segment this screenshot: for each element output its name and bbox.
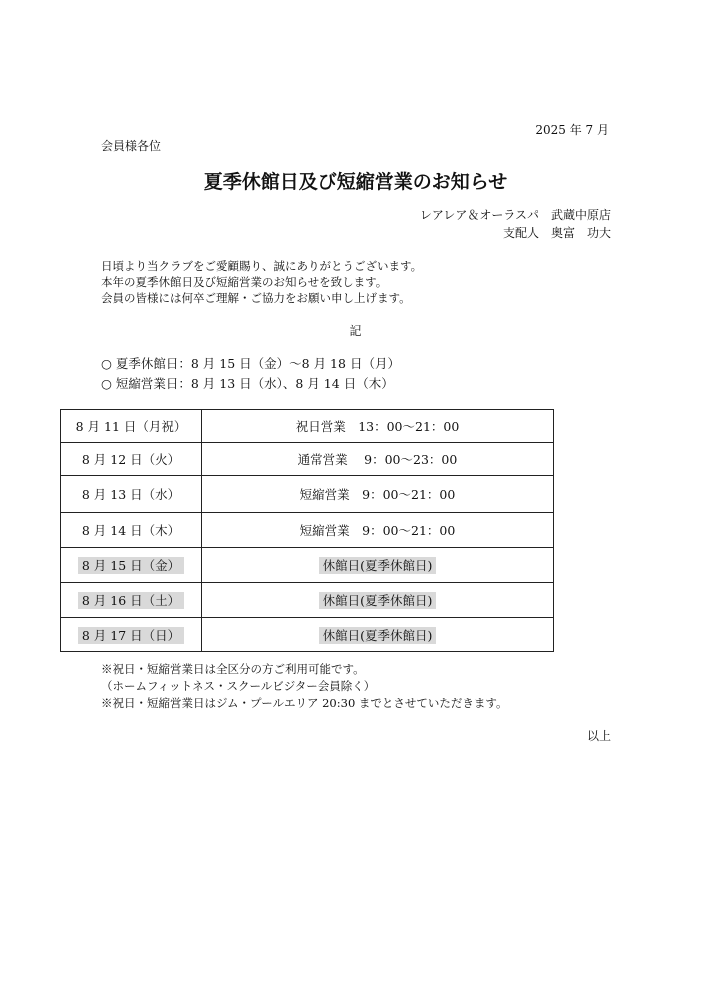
hours-text: 休館日(夏季休館日): [319, 557, 437, 574]
hours-text: 休館日(夏季休館日): [319, 627, 437, 644]
closing-mark: 以上: [586, 729, 611, 743]
summer-closure-item: ○ 夏季休館日：8 月 15 日（金）～8 月 18 日（月）: [101, 356, 400, 371]
date-text: 8 月 14 日（木）: [81, 523, 181, 538]
short-hours-item: ○ 短縮営業日：8 月 13 日（水）、8 月 14 日（木）: [101, 376, 394, 391]
date-cell: [61, 410, 202, 443]
date-text: 8 月 13 日（水）: [81, 487, 181, 502]
hours-text: 短縮営業 9：00～21：00: [299, 523, 456, 538]
date-cell: [61, 513, 202, 548]
note-line: ※祝日・短縮営業日は全区分の方ご利用可能です。: [101, 662, 365, 676]
table-row-closed: [61, 548, 554, 583]
table-row: [61, 476, 554, 513]
hours-text: 祝日営業 13：00～21：00: [295, 419, 460, 434]
date-text: 8 月 17 日（日）: [78, 627, 184, 644]
date-cell: [61, 618, 202, 652]
hours-cell: [202, 410, 554, 443]
date-text: 8 月 11 日（月祝）: [75, 419, 187, 434]
page-title: 夏季休館日及び短縮営業のお知らせ: [203, 171, 508, 193]
note-line: ※祝日・短縮営業日はジム・プールエリア 20:30 までとさせていただきます。: [101, 696, 508, 710]
ki-heading: 記: [349, 324, 362, 338]
note-line: （ホームフィットネス・スクールビジター会員除く）: [101, 679, 376, 693]
date-cell: [61, 443, 202, 476]
body-paragraph: [101, 258, 422, 306]
document-date: 2025 年 7 月: [535, 123, 609, 137]
date-text: 8 月 12 日（火）: [81, 452, 181, 467]
date-text: 8 月 15 日（金）: [78, 557, 184, 574]
schedule-table: [60, 409, 554, 652]
table-row: [61, 410, 554, 443]
sender-store: レアレア＆オーラスパ 武蔵中原店: [419, 208, 611, 222]
hours-text: 通常営業 9：00～23：00: [297, 452, 458, 467]
body-line: 本年の夏季休館日及び短縮営業のお知らせを致します。: [101, 275, 388, 289]
table-row: [61, 513, 554, 548]
hours-text: 短縮営業 9：00～21：00: [299, 487, 456, 502]
hours-cell: [202, 513, 554, 548]
table-row-closed: [61, 583, 554, 618]
table-row-closed: [61, 618, 554, 652]
hours-cell: [202, 476, 554, 513]
hours-cell: [202, 618, 554, 652]
table-row: [61, 443, 554, 476]
hours-text: 休館日(夏季休館日): [319, 592, 437, 609]
addressee: 会員様各位: [101, 139, 162, 153]
body-line: 会員の皆様には何卒ご理解・ご協力をお願い申し上げます。: [101, 291, 411, 305]
hours-cell: [202, 548, 554, 583]
date-cell: [61, 583, 202, 618]
date-cell: [61, 476, 202, 513]
body-line: 日頃より当クラブをご愛顧賜り、誠にありがとうございます。: [101, 259, 423, 273]
date-text: 8 月 16 日（土）: [78, 592, 184, 609]
date-cell: [61, 548, 202, 583]
hours-cell: [202, 443, 554, 476]
sender-manager: 支配人 奥富 功大: [502, 226, 611, 240]
hours-cell: [202, 583, 554, 618]
